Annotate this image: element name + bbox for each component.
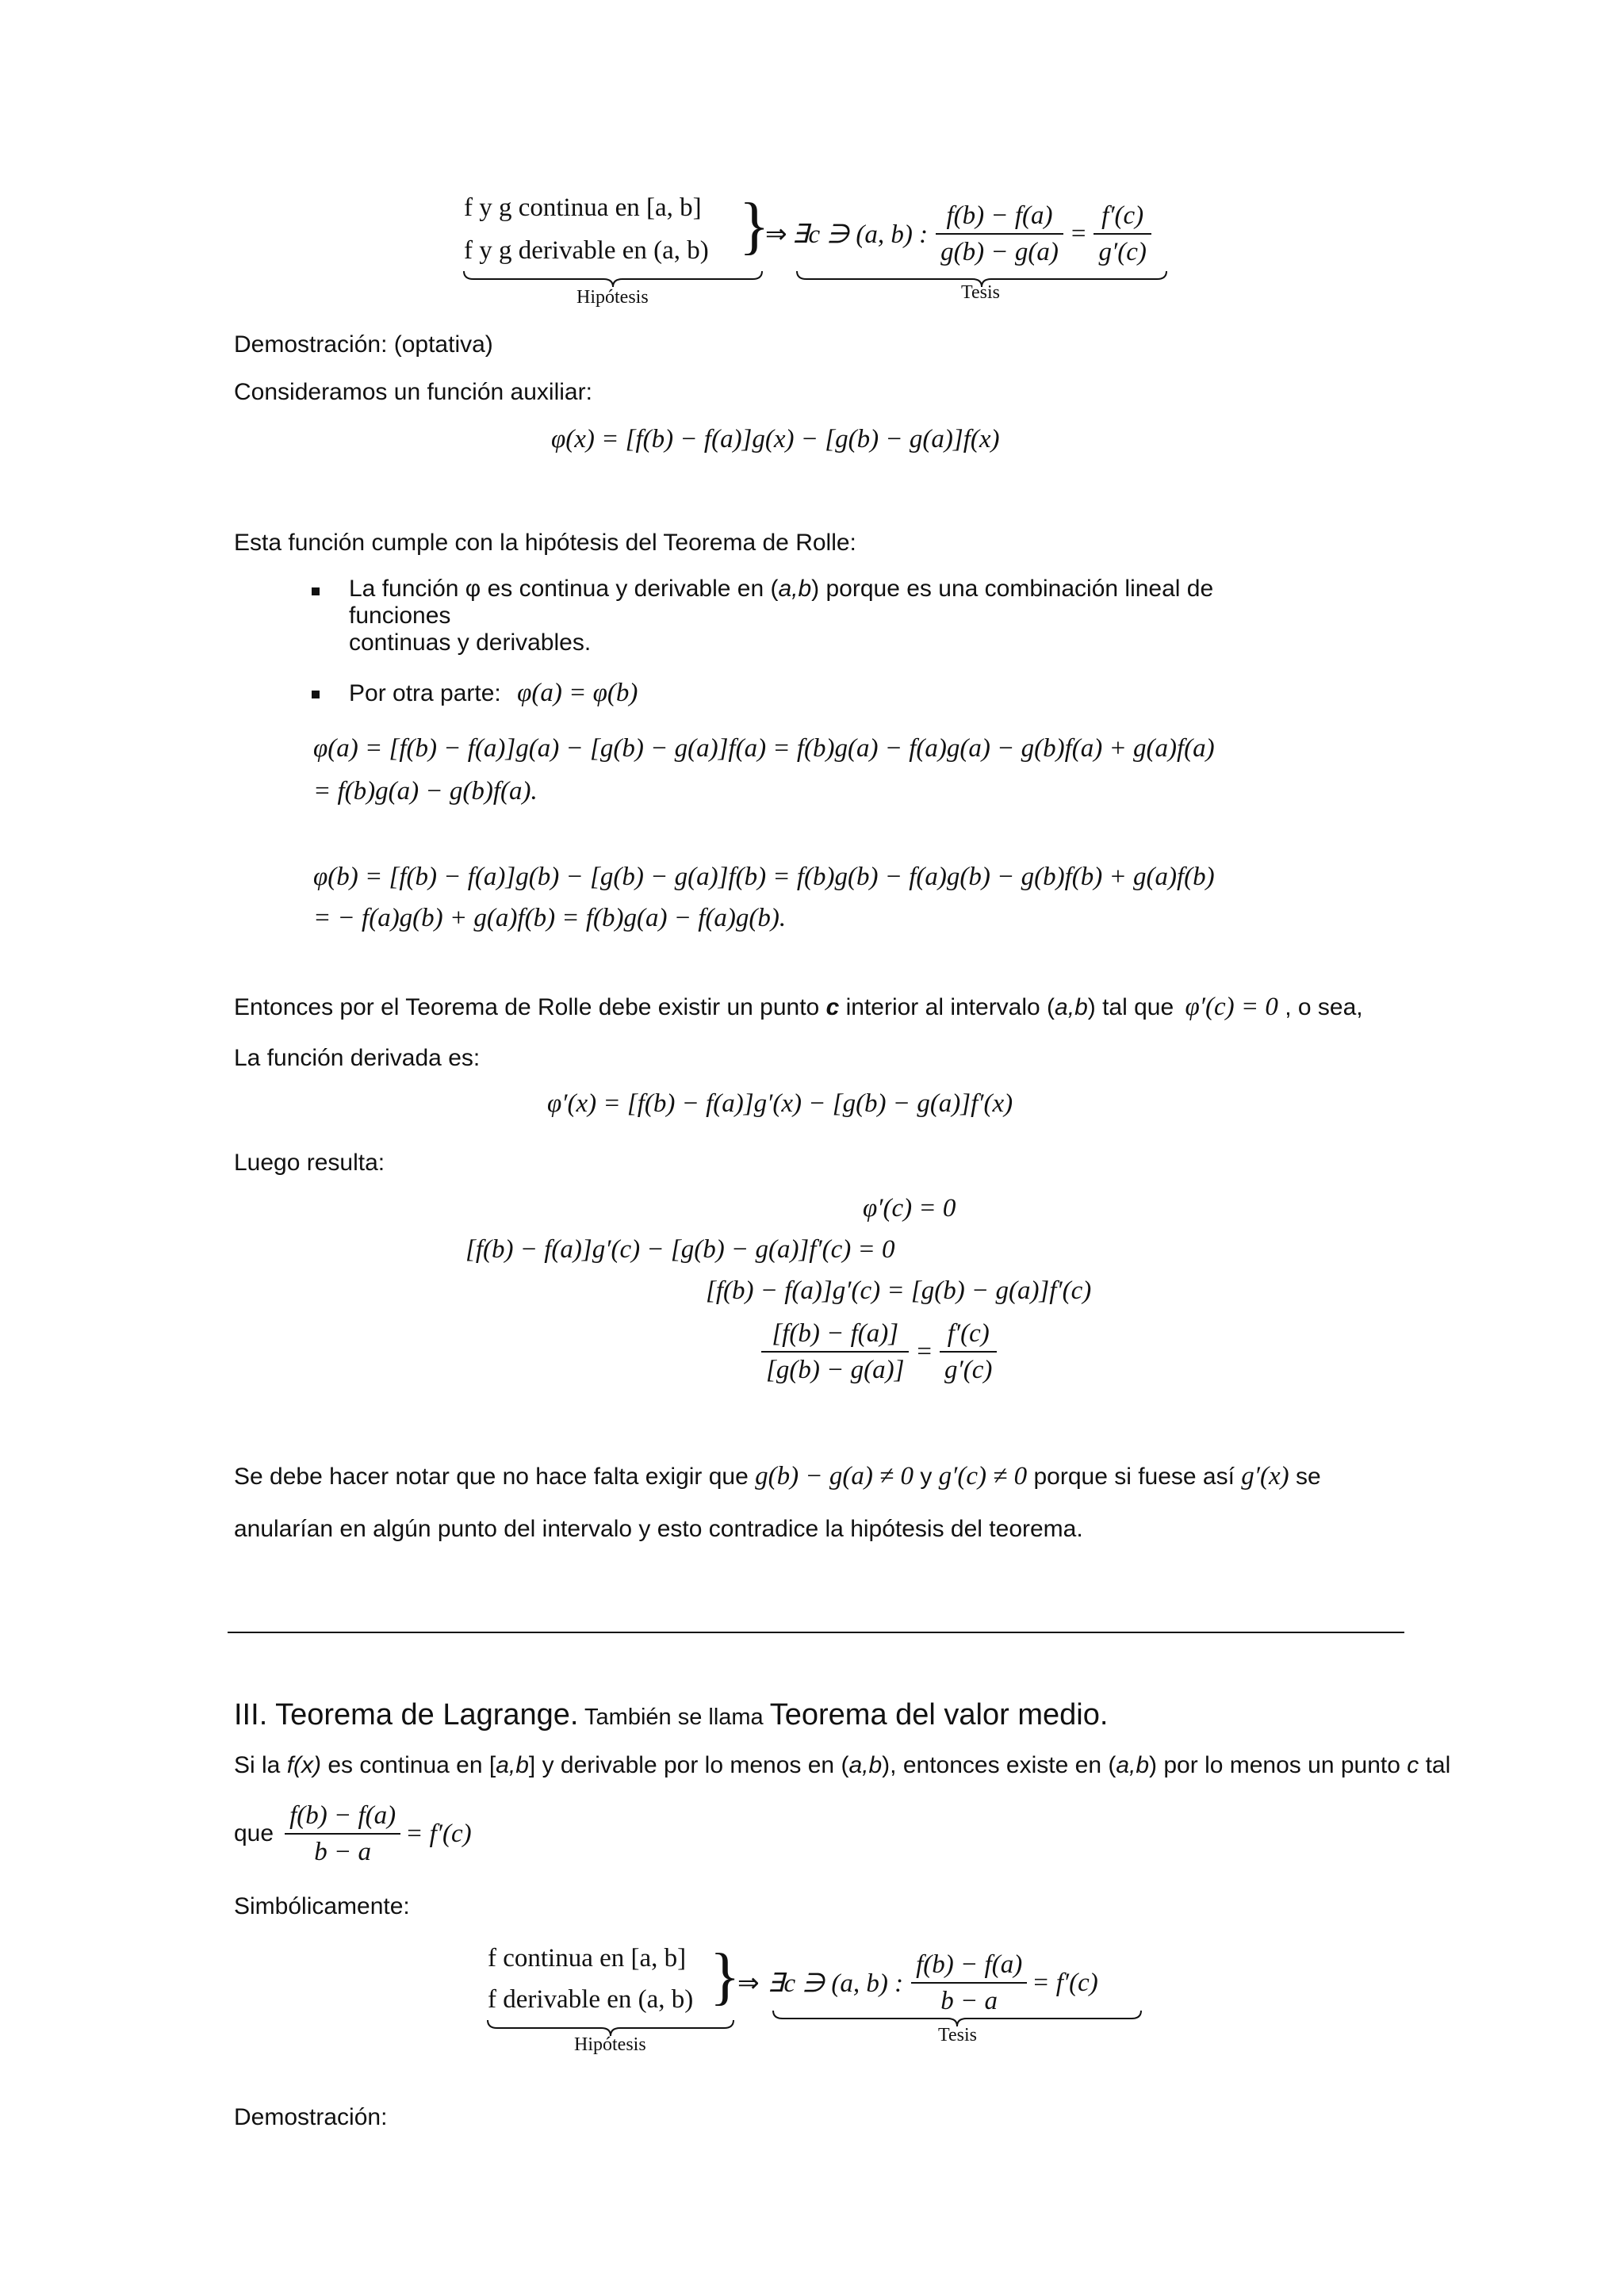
cauchy-thesis-label: Tesis — [961, 282, 1000, 303]
phi-a-line-1: φ(a) = [f(b) − f(a)]g(a) − [g(b) − g(a)]f(a) = f(b)g(a) − f(a)g(a) − g(b)f(a) + g(a)f(a) — [313, 734, 1215, 763]
cauchy-fraction-left: $\frac{f(b) - f(a)}{g(b) - g(a)}$ — [936, 198, 1063, 270]
aux-equation: φ(x) = [f(b) − f(a)]g(x) − [g(b) − g(a)]f(x) — [551, 425, 1000, 453]
nota-line-2: anularían en algún punto del intervalo y esto contradice la hipótesis del teorema. — [234, 1516, 1083, 1542]
simbolicamente-label: Simbólicamente: — [234, 1893, 410, 1919]
cauchy-hypothesis-underbrace — [462, 270, 764, 289]
bullet-2-equation: φ(a) = φ(b) — [517, 679, 638, 707]
lagrange-demo-title: Demostración: — [234, 2104, 388, 2130]
cauchy-fraction-right: $\frac{f'(c)}{g'(c)}$ — [1094, 198, 1151, 270]
lagrange-heading: III. Teorema de Lagrange. También se llama Teorema del valor medio. — [234, 1698, 1109, 1732]
bullet-marker — [312, 587, 320, 595]
cauchy-hypothesis-brace: } — [739, 191, 770, 261]
lagrange-que-fraction: $\frac{f(b) - f(a)}{b - a}$ — [285, 1798, 400, 1869]
aux-intro: Consideramos un función auxiliar: — [234, 379, 592, 405]
derivada-intro: La función derivada es: — [234, 1045, 481, 1071]
derivada-equation: φ′(x) = [f(b) − f(a)]g′(x) − [g(b) − g(a)]f′(x) — [547, 1089, 1013, 1118]
bullet-1 — [312, 585, 320, 599]
phi-b-line-2: = − f(a)g(b) + g(a)f(b) = f(b)g(a) − f(a)g(b). — [313, 904, 787, 932]
step-1: φ′(c) = 0 — [863, 1194, 956, 1223]
bullet-2 — [312, 688, 320, 702]
bullet-marker — [312, 691, 320, 698]
lagrange-hypothesis-line-1: f continua en [a, b] — [488, 1944, 687, 1973]
lagrange-que-line: que $\frac{f(b) - f(a)}{b - a}$ = f′(c) — [234, 1798, 472, 1869]
lagrange-hypothesis-label: Hipótesis — [574, 2034, 646, 2055]
entonces-paragraph: Entonces por el Teorema de Rolle debe existir un punto c interior al intervalo (a,b) tal que φ′(c) = 0 , o sea, — [234, 993, 1363, 1021]
bullet-1-text-cont: continuas y derivables. — [349, 629, 592, 656]
lagrange-statement: Si la f(x) es continua en [a,b] y derivable por lo menos en (a,b), entonces existe en (a,b) por lo menos un punto c tal — [234, 1752, 1451, 1778]
cauchy-hypothesis-line-1: f y g continua en [a, b] — [464, 193, 702, 222]
step-4-fraction-left: $\frac{[f(b) - f(a)]}{[g(b) - g(a)]}$ — [761, 1316, 909, 1387]
lagrange-thesis: ⇒ ∃c ∋ (a, b) : $\frac{f(b) - f(a)}{b - a}$ = f′(c) — [737, 1947, 1098, 2019]
step-2: [f(b) − f(a)]g′(c) − [g(b) − g(a)]f′(c) = 0 — [465, 1235, 895, 1264]
lagrange-thesis-fraction: $\frac{f(b) - f(a)}{b - a}$ — [911, 1947, 1027, 2019]
cauchy-hypothesis-label: Hipótesis — [576, 287, 649, 308]
lagrange-hypothesis-brace: } — [710, 1942, 741, 2011]
cauchy-hypothesis-line-2: f y g derivable en (a, b) — [464, 236, 709, 265]
lagrange-hypothesis-line-2: f derivable en (a, b) — [488, 1985, 694, 2014]
implies-symbol: ⇒ — [765, 220, 787, 249]
bullet-1-text: La función φ es continua y derivable en (a,b) porque es una combinación lineal de funciones — [349, 576, 1214, 629]
section-divider — [228, 1632, 1404, 1633]
cauchy-thesis: ⇒ ∃c ∋ (a, b) : $\frac{f(b) - f(a)}{g(b) - g(a)}$ = $\frac{f'(c)}{g'(c)}$ — [765, 198, 1151, 270]
nota-paragraph: Se debe hacer notar que no hace falta exigir que g(b) − g(a) ≠ 0 y g′(c) ≠ 0 porque si fuese así g′(x) se — [234, 1462, 1321, 1490]
rolle-intro: Esta función cumple con la hipótesis del Teorema de Rolle: — [234, 530, 856, 556]
demo-title: Demostración: (optativa) — [234, 331, 493, 358]
step-4: $\frac{[f(b) - f(a)]}{[g(b) - g(a)]}$ = $\frac{f'(c)}{g'(c)}$ — [761, 1316, 997, 1387]
phi-b-line-1: φ(b) = [f(b) − f(a)]g(b) − [g(b) − g(a)]f(b) = f(b)g(b) − f(a)g(b) − g(b)f(b) + g(a)f(b) — [313, 863, 1215, 891]
phi-a-line-2: = f(b)g(a) − g(b)f(a). — [313, 777, 538, 806]
luego-label: Luego resulta: — [234, 1150, 385, 1176]
step-4-fraction-right: $\frac{f'(c)}{g'(c)}$ — [940, 1316, 997, 1387]
entonces-equation: φ′(c) = 0 — [1185, 993, 1278, 1021]
bullet-2-text: Por otra parte: φ(a) = φ(b) — [349, 679, 638, 707]
step-3: [f(b) − f(a)]g′(c) = [g(b) − g(a)]f′(c) — [706, 1276, 1092, 1305]
exists-clause: ∃c ∋ (a, b) : — [791, 220, 929, 249]
lagrange-thesis-label: Tesis — [938, 2025, 977, 2045]
